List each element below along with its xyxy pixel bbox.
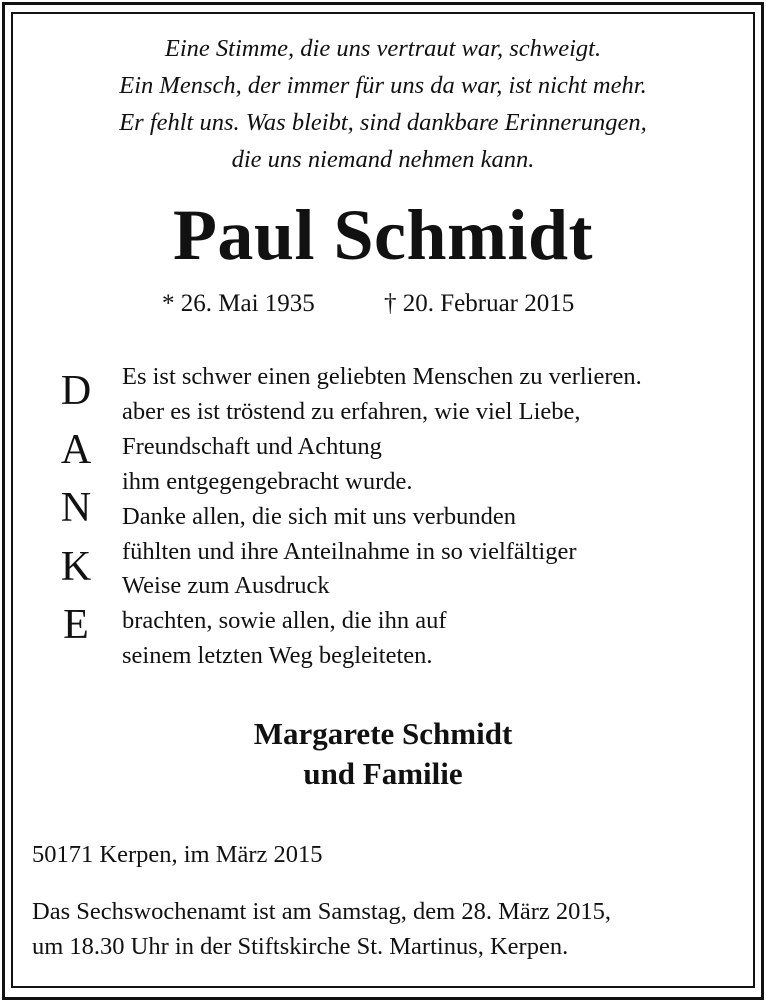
message-line: seinem letzten Weg begleiteten. <box>122 642 433 670</box>
service-line: Das Sechswochenamt ist am Samstag, dem 28. März 2015, <box>32 898 612 925</box>
message-line: Weise zum Ausdruck <box>122 572 330 600</box>
danke-letter: D <box>60 368 92 414</box>
family-signature <box>0 714 766 794</box>
signature-name: Margarete Schmidt <box>253 716 513 751</box>
place-date: 50171 Kerpen, im März 2015 <box>32 841 323 868</box>
danke-letter: K <box>60 543 92 590</box>
poem-line: die uns niemand nehmen kann. <box>231 146 535 173</box>
poem-line: Eine Stimme, die uns vertraut war, schweigt. <box>164 35 602 62</box>
signature-family: und Familie <box>303 756 463 791</box>
message-line: fühlten und ihre Anteilnahme in so vielfältiger <box>122 537 577 565</box>
birth-date: * 26. Mai 1935 <box>162 290 315 317</box>
message-line: Danke allen, die sich mit uns verbunden <box>122 502 516 530</box>
poem-line: Er fehlt uns. Was bleibt, sind dankbare Erinnerungen, <box>119 109 647 136</box>
danke-acrostic <box>46 362 106 655</box>
message-line: Es ist schwer einen geliebten Menschen zu verlieren. <box>122 363 642 390</box>
poem <box>0 30 766 178</box>
message-line: brachten, sowie allen, die ihn auf <box>122 607 447 635</box>
danke-letter: E <box>63 602 89 648</box>
death-date: † 20. Februar 2015 <box>384 290 575 317</box>
message-line: Freundschaft und Achtung <box>122 432 382 460</box>
thank-you-message <box>122 360 642 674</box>
service-line: um 18.30 Uhr in der Stiftskirche St. Martinus, Kerpen. <box>32 932 569 960</box>
danke-letter: N <box>60 485 92 531</box>
poem-line: Ein Mensch, der immer für uns da war, ist nicht mehr. <box>119 72 647 99</box>
message-line: ihm entgegengebracht wurde. <box>122 467 413 495</box>
danke-letter: A <box>60 426 92 473</box>
message-line: aber es ist tröstend zu erfahren, wie viel Liebe, <box>122 397 581 425</box>
memorial-service-notice <box>32 895 611 964</box>
deceased-name: Paul Schmidt <box>172 195 594 275</box>
